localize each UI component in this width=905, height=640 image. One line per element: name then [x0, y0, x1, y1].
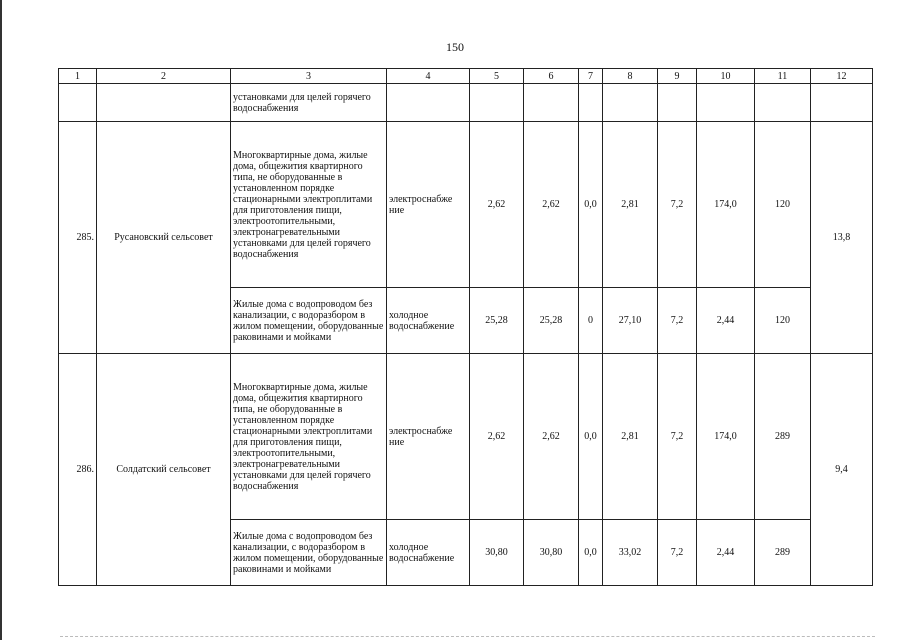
value-col8: 27,10	[603, 288, 658, 354]
value-col8: 2,81	[603, 354, 658, 520]
cell-empty	[603, 84, 658, 122]
cell-empty	[470, 84, 524, 122]
value-col9: 7,2	[658, 122, 697, 288]
column-header: 11	[755, 69, 811, 84]
column-header: 10	[697, 69, 755, 84]
page-left-edge	[0, 0, 2, 640]
value-col7: 0,0	[579, 520, 603, 586]
table-row	[59, 354, 873, 520]
value-col8: 2,81	[603, 122, 658, 288]
value-col11: 120	[755, 288, 811, 354]
column-header: 6	[524, 69, 579, 84]
value-col6: 25,28	[524, 288, 579, 354]
cell-empty	[524, 84, 579, 122]
continuation-text: установками для целей горячего водоснабжения	[231, 84, 387, 122]
cell-empty	[387, 84, 470, 122]
municipality-name: Русановский сельсовет	[97, 122, 231, 354]
continuation-row	[59, 84, 873, 122]
value-col11: 289	[755, 354, 811, 520]
value-col7: 0,0	[579, 122, 603, 288]
group-total: 9,4	[811, 354, 873, 586]
column-header: 9	[658, 69, 697, 84]
value-col6: 2,62	[524, 354, 579, 520]
service-type: холодное водоснабжение	[387, 288, 470, 354]
column-header: 7	[579, 69, 603, 84]
cell-empty	[59, 84, 97, 122]
column-header: 12	[811, 69, 873, 84]
value-col9: 7,2	[658, 354, 697, 520]
value-col10: 174,0	[697, 354, 755, 520]
cell-empty	[811, 84, 873, 122]
column-number-row	[59, 69, 873, 84]
value-col5: 2,62	[470, 122, 524, 288]
value-col9: 7,2	[658, 520, 697, 586]
value-col5: 25,28	[470, 288, 524, 354]
housing-description: Многоквартирные дома, жилые дома, общежития квартирного типа, не оборудованные в установленном порядке стационарными электроплитами для приготовления пищи, электроотопительными, электронагревательными установками для целей горячего водоснабжения	[231, 354, 387, 520]
column-header: 4	[387, 69, 470, 84]
cell-empty	[697, 84, 755, 122]
value-col8: 33,02	[603, 520, 658, 586]
scan-artifact-line	[60, 636, 875, 637]
value-col10: 174,0	[697, 122, 755, 288]
value-col5: 2,62	[470, 354, 524, 520]
value-col11: 289	[755, 520, 811, 586]
value-col6: 2,62	[524, 122, 579, 288]
value-col5: 30,80	[470, 520, 524, 586]
service-type: холодное водоснабжение	[387, 520, 470, 586]
value-col9: 7,2	[658, 288, 697, 354]
housing-description: Жилые дома с водопроводом без канализации, с водоразбором в жилом помещении, оборудованные раковинами и мойками	[231, 520, 387, 586]
value-col10: 2,44	[697, 288, 755, 354]
service-type: электроснабже ние	[387, 354, 470, 520]
value-col10: 2,44	[697, 520, 755, 586]
group-total: 13,8	[811, 122, 873, 354]
page-number: 150	[446, 40, 464, 54]
column-header: 1	[59, 69, 97, 84]
value-col7: 0	[579, 288, 603, 354]
value-col6: 30,80	[524, 520, 579, 586]
table-row	[59, 122, 873, 288]
housing-description: Жилые дома с водопроводом без канализации, с водоразбором в жилом помещении, оборудованные раковинами и мойками	[231, 288, 387, 354]
cell-empty	[658, 84, 697, 122]
tariff-table	[58, 68, 873, 586]
column-header: 5	[470, 69, 524, 84]
value-col7: 0,0	[579, 354, 603, 520]
cell-empty	[579, 84, 603, 122]
municipality-name: Солдатский сельсовет	[97, 354, 231, 586]
service-type: электроснабже ние	[387, 122, 470, 288]
cell-empty	[755, 84, 811, 122]
column-header: 3	[231, 69, 387, 84]
column-header: 8	[603, 69, 658, 84]
cell-empty	[97, 84, 231, 122]
value-col11: 120	[755, 122, 811, 288]
column-header: 2	[97, 69, 231, 84]
housing-description: Многоквартирные дома, жилые дома, общежития квартирного типа, не оборудованные в установленном порядке стационарными электроплитами для приготовления пищи, электроотопительными, электронагревательными установками для целей горячего водоснабжения	[231, 122, 387, 288]
row-number: 285.	[59, 122, 97, 354]
row-number: 286.	[59, 354, 97, 586]
